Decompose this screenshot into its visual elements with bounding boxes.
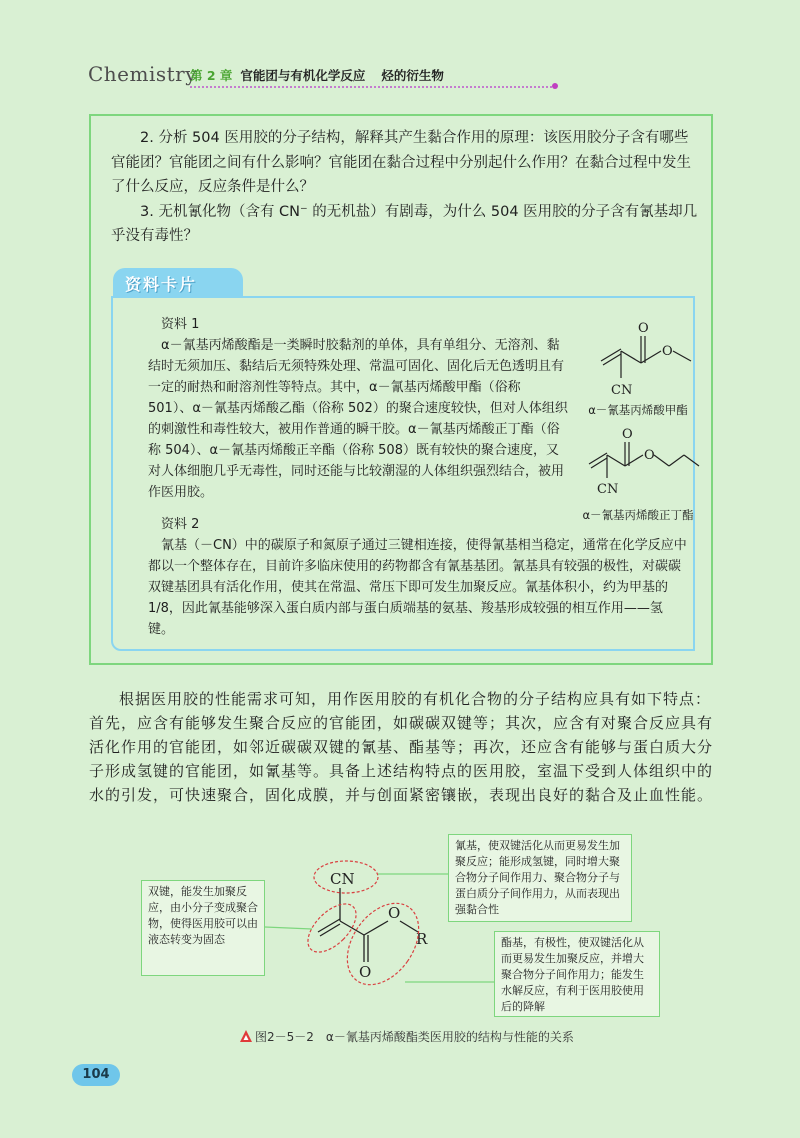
connector-double-bond (265, 927, 312, 929)
chapter-number: 第 2 章 (190, 68, 233, 83)
diagram-ester-oxygen: O (388, 904, 401, 922)
note-cyano: 氰基，使双键活化从而更易发生加聚反应；能形成氢键，同时增大聚合物分子间作用力、聚合物分子与蛋白质分子间作用力，从而表现出强黏合性 (448, 834, 632, 922)
info-card (111, 296, 695, 651)
material-2-text: 氰基（－CN）中的碳原子和氮原子通过三键相连接，使得氰基相当稳定，通常在化学反应中都以一个整体存在，目前许多临床使用的药物都含有氰基基团。氰基具有较强的极性，对碳碳双键基团具有活化作用，使其在常温、常压下即可发生加聚反应。氰基体积小，约为甲基的 1/8，因此氰基能够深入蛋白质内部与蛋白质端基的氨基、羧基形成较强的相互作用——氢键。 (148, 538, 687, 637)
brand-title: Chemistry (88, 62, 198, 86)
material-1-text: α－氰基丙烯酸酯是一类瞬时胶黏剂的单体，具有单组分、无溶剂、黏结时无须加压、黏结后无须特殊处理、常温可固化、固化后无色透明且有一定的耐热和耐溶剂性等特点。其中，α－氰基丙烯酸甲酯（俗称 501）、α－氰基丙烯酸乙酯（俗称 502）的聚合速度较快，但对人体组织的刺激性和毒性较大，被用作普通的瞬干胶。α－氰基丙烯酸正丁酯（俗称 504）、α－氰基丙烯酸正辛酯（俗称 508）既有较快的聚合速度，又对人体细胞几乎无毒性，同时还能与比较潮湿的人体组织强烈结合，被用作医用胶。 (148, 338, 568, 500)
note-double-bond: 双键，能发生加聚反应，由小分子变成聚合物，使得医用胶可以由液态转变为固态 (141, 880, 265, 976)
info-card-title: 资料卡片 (125, 275, 198, 294)
material-2 (148, 514, 688, 640)
mol2-cyano: CN (597, 482, 619, 497)
methyl-cyanoacrylate-structure (591, 316, 701, 406)
page-header (88, 62, 478, 88)
info-card-tab (113, 268, 243, 298)
material-1 (148, 314, 568, 503)
diagram-carbonyl-oxygen: O (359, 963, 372, 981)
note-ester: 酯基，有极性，使双键活化从而更易发生加聚反应，并增大聚合物分子间作用力；能发生水解反应，有利于医用胶使用后的降解 (494, 931, 660, 1017)
body-paragraph (89, 687, 713, 807)
question-list (111, 126, 701, 249)
chapter-heading (190, 66, 444, 84)
mol1-caption: α－氰基丙烯酸甲酯 (588, 403, 688, 417)
question-2: 2. 分析 504 医用胶的分子结构，解释其产生黏合作用的原理：该医用胶分子含有哪些官能团？官能团之间有什么影响？官能团在黏合过程中分别起什么作用？在黏合过程中发生了什么反应，反应条件是什么？ (111, 130, 691, 195)
butyl-cyanoacrylate-structure (581, 426, 701, 506)
mol2-caption: α－氰基丙烯酸正丁酯 (582, 508, 694, 522)
body-paragraph-text: 根据医用胶的性能需求可知，用作医用胶的有机化合物的分子结构应具有如下特点：首先，应含有能够发生聚合反应的官能团，如碳碳双键等；其次，应含有对聚合反应具有活化作用的官能团，如邻近碳碳双键的氰基、酯基等；再次，还应含有能够与蛋白质大分子形成氢键的官能团，如氰基等。具备上述结构特点的医用胶，室温下受到人体组织中的水的引发，可快速聚合，固化成膜，并与创面紧密镶嵌，表现出良好的黏合及止血性能。 (89, 690, 714, 804)
mol1-oxygen-ester: O (662, 344, 673, 359)
double-bond-ellipse (299, 895, 364, 960)
material-1-title: 资料 1 (161, 317, 200, 332)
material-2-title: 资料 2 (161, 517, 200, 532)
figure-caption-text: 图2－5－2 α－氰基丙烯酸酯类医用胶的结构与性能的关系 (255, 1030, 574, 1044)
figure-triangle-icon (240, 1030, 252, 1042)
mol1-oxygen-carbonyl: O (638, 321, 649, 336)
diagram-r-group: R (416, 930, 428, 948)
mol2-oxygen-carbonyl: O (622, 427, 633, 442)
question-3: 3. 无机氰化物（含有 CN⁻ 的无机盐）有剧毒，为什么 504 医用胶的分子含有氰基却几乎没有毒性？ (111, 203, 698, 244)
mol1-cyano: CN (611, 383, 633, 398)
figure-caption (240, 1028, 574, 1045)
question-box (89, 114, 713, 665)
page-number: 104 (72, 1064, 120, 1086)
section-title: 烃的衍生物 (381, 68, 444, 83)
diagram-cyano-label: CN (330, 870, 355, 888)
chapter-title: 官能团与有机化学反应 (240, 68, 366, 83)
mol2-oxygen-ester: O (644, 448, 655, 463)
header-dot (552, 83, 558, 89)
header-dotted-line (190, 86, 552, 88)
